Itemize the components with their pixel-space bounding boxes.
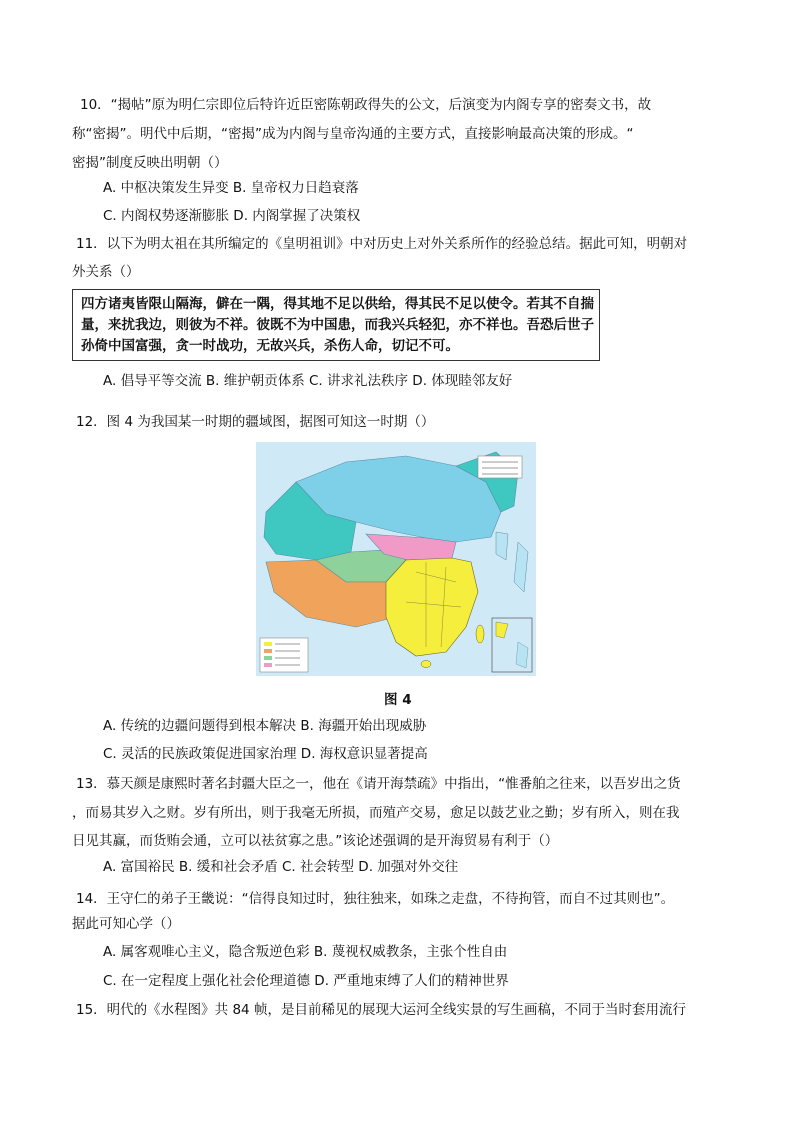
q13-line3: 日见其赢，而货贿会通，立可以祛贫寡之患。”该论述强调的是开海贸易有利于（） <box>72 833 559 849</box>
q14-line2: 据此可知心学（） <box>72 916 180 932</box>
figure-caption: 图 4 <box>384 692 412 708</box>
q11-quote-line1: 四方诸夷皆限山隔海，僻在一隅，得其地不足以供给，得其民不足以使令。若其不自揣 <box>81 296 594 312</box>
q10-line2: 称“密揭”。明代中后期，“密揭”成为内阁与皇帝沟通的主要方式，直接影响最高决策的形成。“ <box>72 126 634 142</box>
q11-line2: 外关系（） <box>72 264 140 280</box>
q11-quote-line3: 孙倚中国富强，贪一时战功，无故兴兵，杀伤人命，切记不可。 <box>81 338 459 354</box>
q14-options-ab: A. 属客观唯心主义，隐含叛逆色彩 B. 蔑视权威教条，主张个性自由 <box>103 944 508 960</box>
q11-options: A. 倡导平等交流 B. 维护朝贡体系 C. 讲求礼法秩序 D. 体现睦邻友好 <box>103 373 513 389</box>
q10-line3: 密揭”制度反映出明朝（） <box>72 155 228 171</box>
q11-quote-line2: 量，来扰我边，则彼为不祥。彼既不为中国患，而我兴兵轻犯，亦不祥也。吾恐后世子 <box>81 317 594 333</box>
q12-options-cd: C. 灵活的民族政策促进国家治理 D. 海权意识显著提高 <box>103 746 428 762</box>
q10-options-cd: C. 内阁权势逐渐膨胀 D. 内阁掌握了决策权 <box>103 208 361 224</box>
q10-options-ab: A. 中枢决策发生异变 B. 皇帝权力日趋衰落 <box>103 180 359 196</box>
q12-line1: 12．图 4 为我国某一时期的疆域图，据图可知这一时期（） <box>76 414 435 430</box>
q11-quote-box <box>72 289 600 361</box>
q14-options-cd: C. 在一定程度上强化社会伦理道德 D. 严重地束缚了人们的精神世界 <box>103 973 509 989</box>
q15-line1: 15．明代的《水程图》共 84 帧，是目前稀见的展现大运河全线实景的写生画稿，不同于当时套用流行 <box>76 1002 686 1018</box>
territory-map <box>256 442 536 676</box>
q14-line1: 14．王守仁的弟子王畿说：“信得良知过时，独往独来，如珠之走盘，不待拘管，而自不过其则也”。 <box>76 891 675 907</box>
q12-options-ab: A. 传统的边疆问题得到根本解决 B. 海疆开始出现威胁 <box>103 718 427 734</box>
q10-line1: 10．“揭帖”原为明仁宗即位后特许近臣密陈朝政得失的公文，后演变为内阁专享的密奏文书，故 <box>80 97 652 113</box>
q13-options: A. 富国裕民 B. 缓和社会矛盾 C. 社会转型 D. 加强对外交往 <box>103 859 459 875</box>
q11-line1: 11．以下为明太祖在其所编定的《皇明祖训》中对历史上对外关系所作的经验总结。据此可知，明朝对 <box>76 236 688 252</box>
q13-line2: ，而易其岁入之财。岁有所出，则于我毫无所损，而殖产交易，愈足以鼓艺业之勤；岁有所入，则在我 <box>72 805 680 821</box>
q13-line1: 13．慕天颜是康熙时著名封疆大臣之一，他在《请开海禁疏》中指出，“惟番舶之往来，以吾岁出之货 <box>76 776 681 792</box>
